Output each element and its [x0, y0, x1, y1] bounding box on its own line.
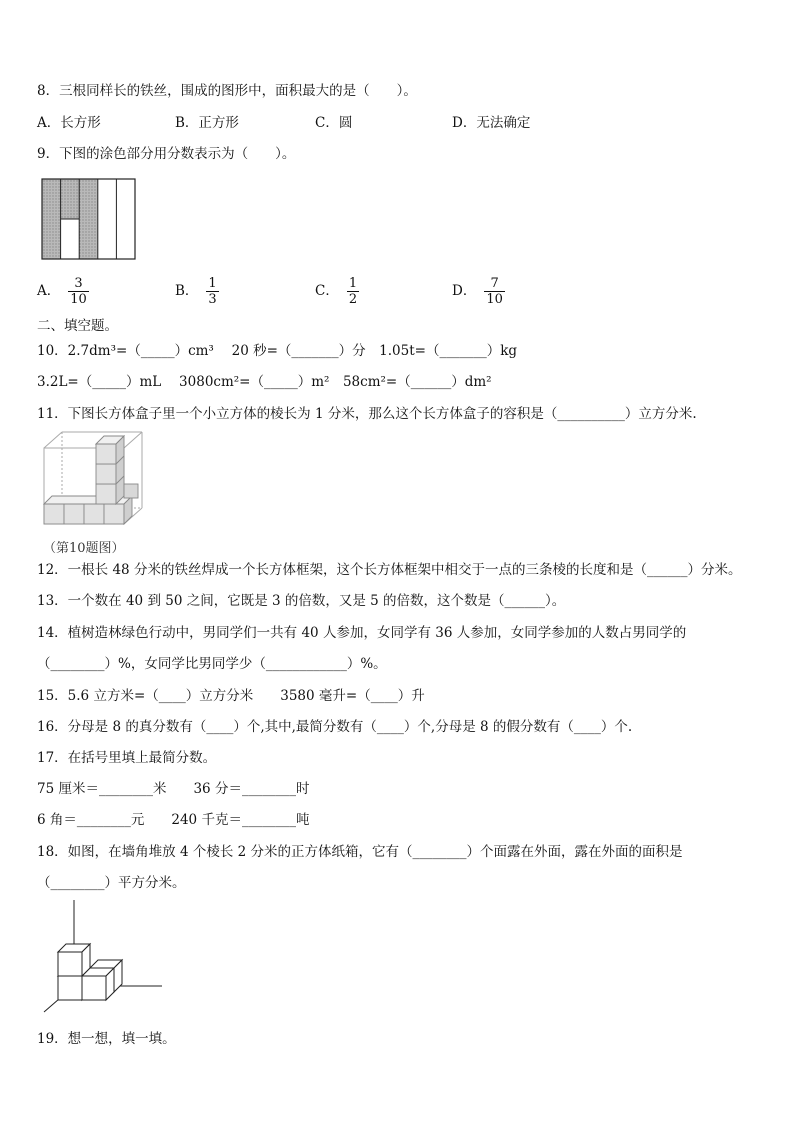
- q17-line2: 6 角＝________元 240 千克＝________吨: [37, 812, 310, 828]
- q8-option-b: B．正方形: [175, 115, 239, 131]
- q19-stem: 19．想一想，填一填。: [37, 1031, 176, 1047]
- fraction: [347, 276, 359, 307]
- q9-option-b-label: B．: [175, 283, 199, 299]
- q9-option-a: [37, 276, 89, 307]
- q11-box-with-cubes-figure: [40, 428, 146, 530]
- q8-stem: 8．三根同样长的铁丝，围成的图形中，面积最大的是（ ）。: [37, 83, 417, 99]
- q9-stem: 9．下图的涂色部分用分数表示为（ ）。: [37, 146, 296, 162]
- denominator: 10: [70, 292, 87, 307]
- q9-option-c-label: C．: [315, 283, 339, 299]
- q9-option-c: [315, 276, 359, 307]
- fraction: [206, 276, 218, 307]
- q12-stem: 12．一根长 48 分米的铁丝焊成一个长方体框架，这个长方体框架中相交于一点的三条棱的长度和是（______）分米。: [37, 562, 742, 578]
- q10-line2: 3.2L=（_____）mL 3080cm²=（_____）m² 58cm²=（______）dm²: [37, 374, 492, 390]
- q8-option-c: C．圆: [315, 115, 353, 131]
- shaded-column: [79, 179, 98, 259]
- q18-line1: 18．如图，在墙角堆放 4 个棱长 2 分米的正方体纸箱，它有（________）个面露在外面，露在外面的面积是: [37, 844, 683, 860]
- fraction: [68, 276, 89, 307]
- numerator: 3: [74, 276, 83, 291]
- q11-stem: 11．下图长方体盒子里一个小立方体的棱长为 1 分米，那么这个长方体盒子的容积是（__________）立方分米.: [37, 406, 697, 422]
- q9-shaded-rectangle-figure: [40, 177, 140, 261]
- q17-stem: 17．在括号里填上最简分数。: [37, 750, 217, 766]
- shaded-half-column: [61, 179, 80, 219]
- q14-line1: 14．植树造林绿色行动中，男同学们一共有 40 人参加，女同学有 36 人参加，女同学参加的人数占男同学的: [37, 625, 687, 641]
- q8-option-d: D．无法确定: [452, 115, 531, 131]
- numerator: 7: [490, 276, 499, 291]
- q15-stem: 15．5.6 立方米=（____）立方分米 3580 毫升=（____）升: [37, 688, 425, 704]
- q9-option-d-label: D．: [452, 283, 477, 299]
- q11-figure-caption: （第10题图）: [43, 541, 125, 556]
- numerator: 1: [208, 276, 217, 291]
- denominator: 10: [486, 292, 503, 307]
- q17-line1: 75 厘米＝________米 36 分＝________时: [37, 781, 310, 797]
- shaded-column: [42, 179, 61, 259]
- q14-line2: （________）%，女同学比男同学少（____________）%。: [37, 656, 387, 672]
- q18-line2: （________）平方分米。: [37, 875, 186, 891]
- q16-stem: 16．分母是 8 的真分数有（____）个,其中,最简分数有（____）个,分母是 8 的假分数有（____）个.: [37, 719, 633, 735]
- q9-option-b: [175, 276, 219, 307]
- section-heading: 二、填空题。: [37, 318, 118, 334]
- q9-option-a-label: A．: [37, 283, 61, 299]
- denominator: 2: [348, 292, 358, 307]
- q10-line1: 10．2.7dm³=（_____）cm³ 20 秒=（_______）分 1.05t=（_______）kg: [37, 343, 518, 359]
- numerator: 1: [348, 276, 358, 291]
- denominator: 3: [208, 292, 217, 307]
- fraction: [484, 276, 505, 307]
- q9-option-d: [452, 276, 505, 307]
- q13-stem: 13．一个数在 40 到 50 之间，它既是 3 的倍数，又是 5 的倍数，这个数是（______）。: [37, 593, 566, 609]
- q8-option-a: A．长方形: [37, 115, 101, 131]
- q18-corner-cubes-figure: [36, 896, 166, 1016]
